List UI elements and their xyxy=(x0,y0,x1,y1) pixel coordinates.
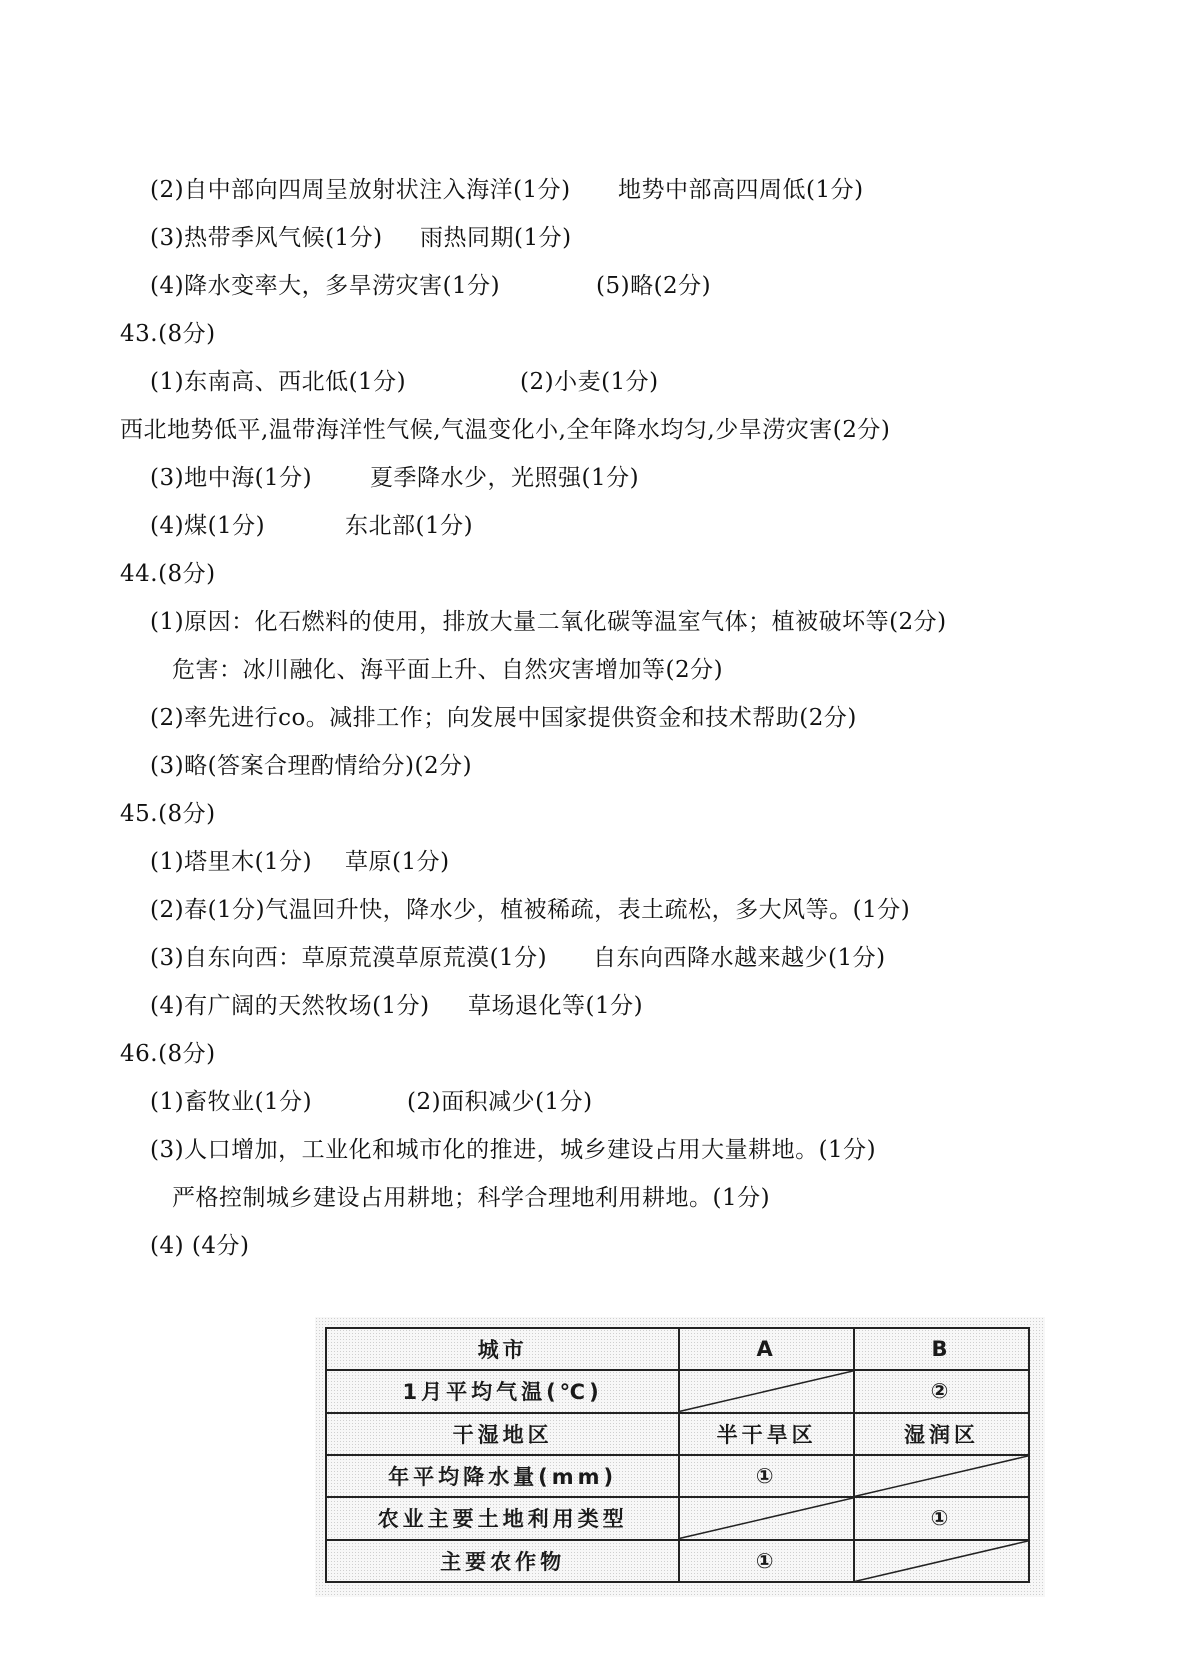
table-cell: ② xyxy=(854,1370,1029,1412)
table-row-label: 干湿地区 xyxy=(326,1413,679,1455)
diagonal-slash-icon xyxy=(855,1541,1028,1581)
table-row xyxy=(326,1540,1029,1582)
answer-text: (5)略(2分) xyxy=(596,273,712,299)
question-number: 46.(8分) xyxy=(120,1041,216,1067)
answer-text: 严格控制城乡建设占用耕地；科学合理地利用耕地。(1分) xyxy=(172,1185,771,1211)
answer-text: (3)自东向西：草原荒漠草原荒漠(1分) xyxy=(150,945,548,971)
diagonal-slash-icon xyxy=(680,1498,853,1538)
answer-text: (2)自中部向四周呈放射状注入海洋(1分) xyxy=(150,177,571,203)
answer-text: (2)面积减少(1分) xyxy=(407,1089,593,1115)
table-cell: ① xyxy=(854,1497,1029,1539)
table-header-cell: 城市 xyxy=(326,1328,679,1370)
answer-text: (3)热带季风气候(1分) xyxy=(150,225,383,251)
answer-text: (1)畜牧业(1分) xyxy=(150,1089,313,1115)
table-header-cell: A xyxy=(679,1328,854,1370)
answer-text: 草场退化等(1分) xyxy=(468,993,644,1019)
question-number: 44.(8分) xyxy=(120,561,216,587)
table-cell: 半干旱区 xyxy=(679,1413,854,1455)
answer-text: 夏季降水少，光照强(1分) xyxy=(370,465,640,491)
table-row-label: 农业主要土地利用类型 xyxy=(326,1497,679,1539)
answer-text: (1)原因：化石燃料的使用，排放大量二氧化碳等温室气体；植被破坏等(2分) xyxy=(150,609,947,635)
answer-table-image xyxy=(315,1317,1045,1597)
table-row-label: 主要农作物 xyxy=(326,1540,679,1582)
answer-text: 自东向西降水越来越少(1分) xyxy=(593,945,886,971)
answer-text: (3)地中海(1分) xyxy=(150,465,313,491)
answer-text: (3)人口增加，工业化和城市化的推进，城乡建设占用大量耕地。(1分) xyxy=(150,1137,877,1163)
table-cell: ① xyxy=(679,1455,854,1497)
answer-text: (3)略(答案合理酌情给分)(2分) xyxy=(150,753,473,779)
answer-text: 危害：冰川融化、海平面上升、自然灾害增加等(2分) xyxy=(172,657,724,683)
diagonal-slash-icon xyxy=(680,1371,853,1411)
answer-text: 雨热同期(1分) xyxy=(420,225,572,251)
answer-text: (2)率先进行co。减排工作；向发展中国家提供资金和技术帮助(2分) xyxy=(150,705,857,731)
answer-text: 草原(1分) xyxy=(345,849,450,875)
slashed-cell xyxy=(854,1455,1029,1497)
answer-text: (4) (4分) xyxy=(150,1233,250,1259)
diagonal-slash-icon xyxy=(855,1456,1028,1496)
answer-text: (1)塔里木(1分) xyxy=(150,849,313,875)
answer-text: 地势中部高四周低(1分) xyxy=(618,177,864,203)
table-row-label: 年平均降水量(mm) xyxy=(326,1455,679,1497)
table-row xyxy=(326,1370,1029,1412)
answer-text: (2)小麦(1分) xyxy=(520,369,659,395)
answer-text: (4)降水变率大，多旱涝灾害(1分) xyxy=(150,273,501,299)
answer-text: (1)东南高、西北低(1分) xyxy=(150,369,407,395)
table-row xyxy=(326,1497,1029,1539)
answer-text: (4)有广阔的天然牧场(1分) xyxy=(150,993,430,1019)
slashed-cell xyxy=(854,1540,1029,1582)
answer-text: (4)煤(1分) xyxy=(150,513,266,539)
answer-text: (2)春(1分)气温回升快，降水少，植被稀疏，表土疏松，多大风等。(1分) xyxy=(150,897,911,923)
slashed-cell xyxy=(679,1497,854,1539)
table-row-label: 1月平均气温(℃) xyxy=(326,1370,679,1412)
table-cell: ① xyxy=(679,1540,854,1582)
table-row xyxy=(326,1413,1029,1455)
question-number: 43.(8分) xyxy=(120,321,216,347)
table-cell: 湿润区 xyxy=(854,1413,1029,1455)
table-row xyxy=(326,1455,1029,1497)
slashed-cell xyxy=(679,1370,854,1412)
table-header-cell: B xyxy=(854,1328,1029,1370)
table-header-row xyxy=(326,1328,1029,1370)
answer-text: 东北部(1分) xyxy=(345,513,474,539)
answer-text: 西北地势低平,温带海洋性气候,气温变化小,全年降水均匀,少旱涝灾害(2分) xyxy=(120,417,891,443)
answer-table xyxy=(325,1327,1030,1583)
question-number: 45.(8分) xyxy=(120,801,216,827)
